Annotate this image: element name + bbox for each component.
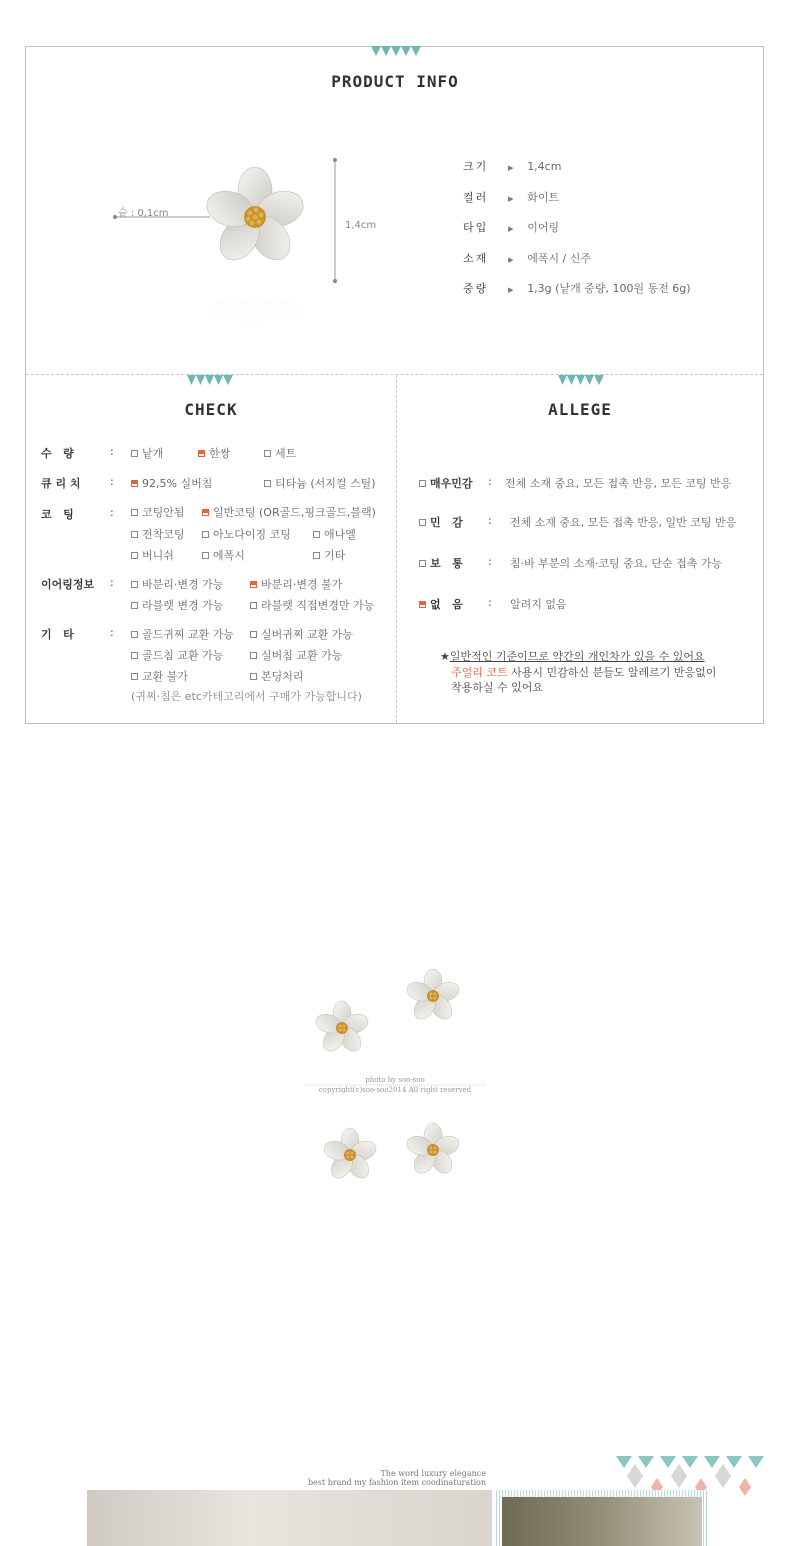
option-titanium[interactable]: 티타늄 (서지컬 스틸) [264, 475, 376, 491]
check-label-quantity: 수 량 [41, 447, 74, 460]
jewelry-coat-link[interactable]: 주얼리 코트 [451, 666, 508, 679]
checkbox-icon [313, 531, 320, 538]
checkbox-icon [202, 552, 209, 559]
checkbox-icon [250, 602, 257, 609]
option-pair[interactable]: 한쌍 [198, 445, 230, 461]
checkbox-icon [313, 552, 320, 559]
colon: : [110, 506, 114, 519]
allege-note-line3: 착용하실 수 있어요 [451, 681, 544, 694]
footer-photo-right [502, 1497, 702, 1546]
option-coating[interactable]: 코팅안됨 [131, 504, 185, 520]
allege-text: 알려지 없음 [510, 598, 567, 611]
spec-row [463, 247, 691, 278]
spec-row [463, 155, 691, 186]
checkbox-icon [202, 531, 209, 538]
allege-row[interactable] [419, 475, 473, 491]
option-coating[interactable]: 애나멜 [313, 526, 356, 542]
checkbox-icon [264, 480, 271, 487]
colon: : [110, 475, 114, 488]
colon: : [488, 596, 492, 609]
allege-row[interactable] [419, 514, 463, 530]
dimension-lines [110, 155, 350, 290]
product-info-title: PRODUCT INFO [331, 72, 459, 91]
option-single[interactable]: 낱개 [131, 445, 163, 461]
spec-value: 1,3g (낱개 중량, 100원 동전 6g) [527, 282, 691, 295]
colon: : [110, 576, 114, 589]
option-earring[interactable]: 라블렛 직접변경만 가능 [250, 597, 374, 613]
checkbox-icon [250, 631, 257, 638]
checkbox-icon [250, 673, 257, 680]
teal-deco-icon [371, 46, 421, 58]
option-coating[interactable]: 아노다이징 코팅 [202, 526, 291, 542]
option-coating[interactable]: 전착코팅 [131, 526, 185, 542]
checkbox-icon [131, 531, 138, 538]
check-label-etc: 기 타 [41, 628, 74, 641]
spec-row [463, 277, 691, 308]
spec-row [463, 216, 691, 247]
check-label-earring-info: 이어링정보 [41, 578, 95, 591]
checkbox-icon [419, 519, 426, 526]
spec-row [463, 186, 691, 217]
checkbox-icon [250, 652, 257, 659]
option-etc[interactable]: 본딩처리 [250, 668, 304, 684]
allege-note-line2: 주얼리 코트 사용시 민감하신 분들도 알레르기 반응없이 [451, 666, 717, 679]
option-earring[interactable]: 바분리·변경 불가 [250, 576, 342, 592]
spec-value: 이어링 [527, 221, 560, 234]
brand-subtagline: best brand my fashion item coodinaturation [307, 1478, 486, 1487]
arrow-right-icon: ▶ [508, 225, 514, 233]
option-coating[interactable]: 에폭시 [202, 547, 245, 563]
checkbox-checked-icon [419, 601, 426, 608]
allege-row[interactable] [419, 596, 463, 612]
spec-label: 타입 [463, 221, 489, 234]
option-etc[interactable]: 교환 불가 [131, 668, 188, 684]
teal-deco-icon [187, 375, 233, 387]
brand-tagline: The word luxury elegance [380, 1469, 486, 1478]
allege-text: 전체 소재 중요, 모든 접촉 반응, 일반 코팅 반응 [510, 516, 737, 529]
spec-label: 컬러 [463, 190, 489, 204]
option-set[interactable]: 세트 [264, 445, 296, 461]
photo-credit: photo by soo-soo [365, 1076, 425, 1084]
colon: : [110, 626, 114, 639]
checkbox-icon [131, 602, 138, 609]
checkbox-icon [131, 631, 138, 638]
option-coating[interactable]: 일반코팅 (OR골드,핑크골드,블랙) [202, 504, 376, 520]
allege-label: 보 통 [430, 557, 463, 570]
checkbox-icon [131, 581, 138, 588]
option-earring[interactable]: 라블렛 변경 가능 [131, 597, 223, 613]
column-divider [396, 375, 397, 723]
allege-row[interactable] [419, 555, 463, 571]
footer-photo-left [87, 1490, 492, 1546]
checkbox-icon [131, 509, 138, 516]
option-etc[interactable]: 실버귀찌 교환 가능 [250, 626, 353, 642]
colon: : [488, 475, 492, 488]
product-info-box [25, 46, 764, 724]
spec-label: 소재 [463, 251, 489, 265]
option-silver[interactable]: 92,5% 실버침 [131, 475, 212, 491]
checkbox-icon [419, 480, 426, 487]
check-label-material: 큐 리 치 [41, 477, 81, 490]
checkbox-icon [131, 552, 138, 559]
spec-label: 중량 [463, 282, 489, 295]
dimension-height-label: 1,4cm [345, 220, 377, 231]
allege-note-line1: ★일반적인 기준이므로 약간의 개인차가 있을 수 있어요 [440, 650, 705, 663]
allege-text: 전체 소재 중요, 모든 접촉 반응, 모든 코팅 반응 [505, 477, 732, 490]
option-earring[interactable]: 바분리·변경 가능 [131, 576, 223, 592]
spec-value: 화이트 [527, 190, 560, 204]
arrow-right-icon: ▶ [508, 164, 514, 172]
section-divider [26, 374, 763, 375]
arrow-right-icon: ▶ [508, 255, 514, 264]
check-label-coating: 코 팅 [41, 508, 74, 521]
checkbox-checked-icon [250, 581, 257, 588]
option-etc[interactable]: 골드귀찌 교환 가능 [131, 626, 234, 642]
spec-value: 1,4cm [527, 160, 562, 173]
option-etc[interactable]: 실버침 교환 가능 [250, 647, 342, 663]
option-etc[interactable]: 골드침 교환 가능 [131, 647, 223, 663]
checkbox-checked-icon [198, 450, 205, 457]
checkbox-icon [131, 673, 138, 680]
allege-title: ALLEGE [548, 400, 612, 419]
teal-deco-icon [558, 375, 604, 387]
allege-text: 침·바 부분의 소재·코팅 중요, 단순 접촉 가능 [510, 557, 723, 570]
checkbox-checked-icon [202, 509, 209, 516]
checkbox-icon [131, 450, 138, 457]
arrow-right-icon: ▶ [508, 286, 514, 294]
allege-label: 매우민감 [430, 477, 473, 490]
check-footnote: (귀찌·침은 etc카테고리에서 구매가 가능합니다) [131, 690, 362, 703]
allege-label: 없 음 [430, 598, 463, 611]
photo-copyright: copyright(c)soo-soo2014 All right reserved [318, 1086, 472, 1094]
colon: : [488, 514, 492, 527]
spec-label: 크기 [463, 160, 489, 173]
allege-label: 민 감 [430, 516, 463, 529]
star-icon: ★ [440, 650, 450, 663]
spec-list [463, 155, 691, 308]
dimension-width-label: 숱 : 0,1cm [118, 208, 169, 219]
checkbox-icon [131, 652, 138, 659]
spec-value: 에폭시 / 신주 [527, 251, 592, 265]
checkbox-checked-icon [131, 480, 138, 487]
check-title: CHECK [184, 400, 238, 419]
checkbox-icon [264, 450, 271, 457]
option-coating[interactable]: 버니쉬 [131, 547, 174, 563]
colon: : [488, 555, 492, 568]
option-coating[interactable]: 기타 [313, 547, 345, 563]
checkbox-icon [419, 560, 426, 567]
colon: : [110, 445, 114, 458]
arrow-right-icon: ▶ [508, 194, 514, 203]
